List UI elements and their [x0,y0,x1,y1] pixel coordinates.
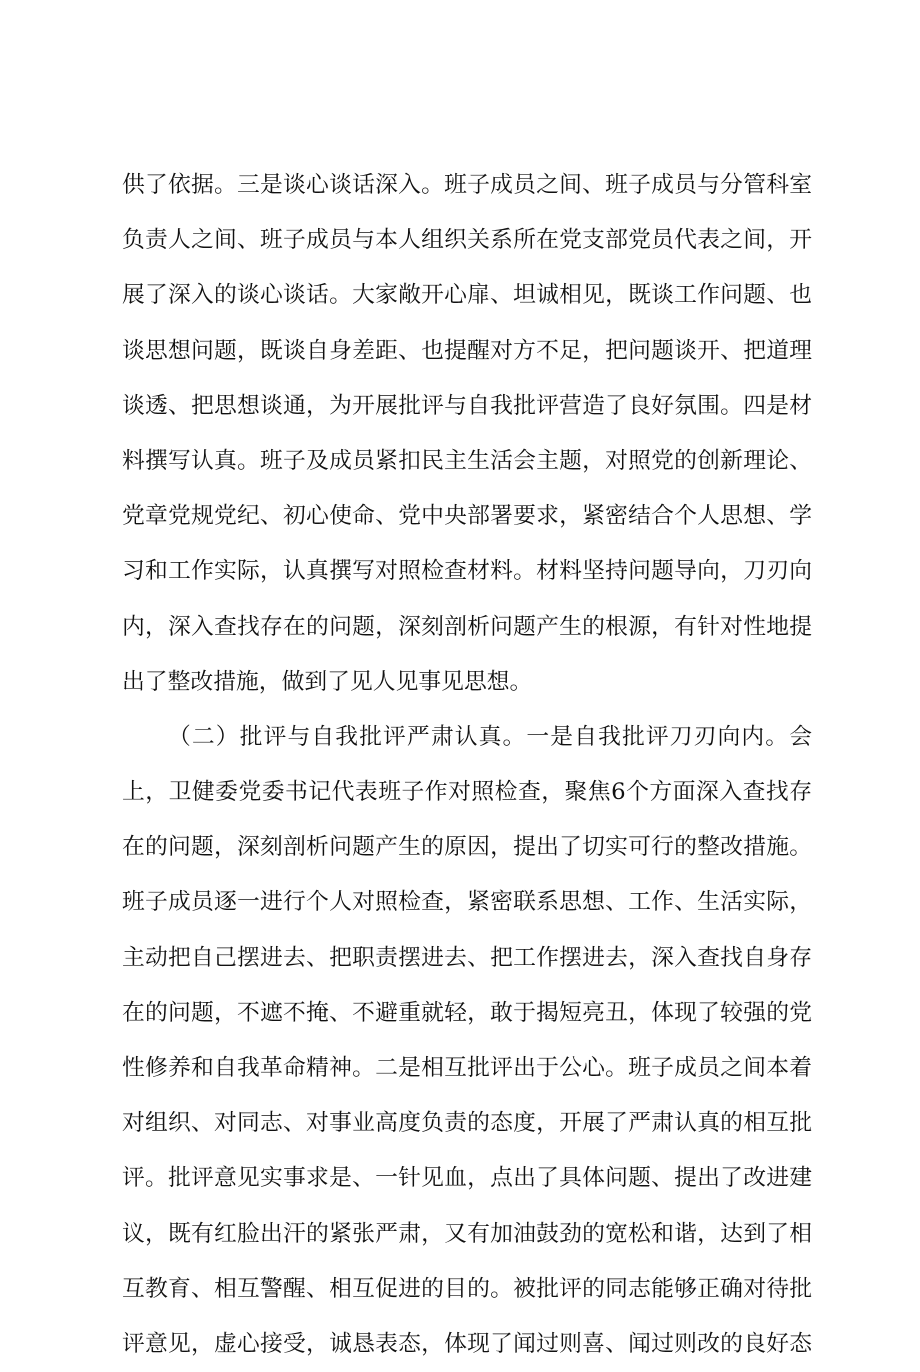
text-line-17: 性修养和自我革命精神。二是相互批评出于公心。班子成员之间本着 [122,1055,812,1081]
text-line-22: 评意见，虚心接受，诚恳表态，体现了闻过则喜、闻过则改的良好态 [122,1330,812,1357]
text-line-21: 互教育、相互警醒、相互促进的目的。被批评的同志能够正确对待批 [122,1275,812,1302]
text-line-14: 班子成员逐一进行个人对照检查，紧密联系思想、工作、生活实际， [122,889,812,916]
text-line-19: 评。批评意见实事求是、一针见血，点出了具体问题、提出了改进建 [122,1165,812,1192]
text-line-13: 在的问题，深刻剖析问题产生的原因，提出了切实可行的整改措施。 [122,834,812,861]
text-line-12: 上，卫健委党委书记代表班子作对照检查，聚焦6个方面深入查找存 [122,779,812,806]
text-line-6: 料撰写认真。班子及成员紧扣民主生活会主题，对照党的创新理论、 [122,447,812,474]
text-line-20: 议，既有红脸出汗的紧张严肃，又有加油鼓劲的宽松和谐，达到了相 [122,1220,812,1247]
text-line-3: 展了深入的谈心谈话。大家敞开心扉、坦诚相见，既谈工作问题、也 [122,282,812,309]
document-body [122,158,812,1372]
text-line-10: 出了整改措施，做到了见人见事见思想。 [122,668,533,695]
text-line-5: 谈透、把思想谈通，为开展批评与自我批评营造了良好氛围。四是材 [122,392,812,419]
text-line-8: 习和工作实际，认真撰写对照检查材料。材料坚持问题导向，刀刃向 [122,558,812,585]
text-line-7: 党章党规党纪、初心使命、党中央部署要求，紧密结合个人思想、学 [122,503,812,530]
text-line-9: 内，深入查找存在的问题，深刻剖析问题产生的根源，有针对性地提 [122,613,812,640]
text-line-16: 在的问题，不遮不掩、不避重就轻，敢于揭短亮丑，体现了较强的党 [122,999,812,1026]
text-line-4: 谈思想问题，既谈自身差距、也提醒对方不足，把问题谈开、把道理 [122,337,812,364]
text-line-2: 负责人之间、班子成员与本人组织关系所在党支部党员代表之间，开 [122,227,812,254]
text-line-18: 对组织、对同志、对事业高度负责的态度，开展了严肃认真的相互批 [122,1110,812,1137]
text-line-11: （二）批评与自我批评严肃认真。一是自我批评刀刃向内。会 [168,723,812,750]
text-line-1: 供了依据。三是谈心谈话深入。班子成员之间、班子成员与分管科室 [122,172,812,198]
text-line-15: 主动把自己摆进去、把职责摆进去、把工作摆进去，深入查找自身存 [122,944,812,971]
